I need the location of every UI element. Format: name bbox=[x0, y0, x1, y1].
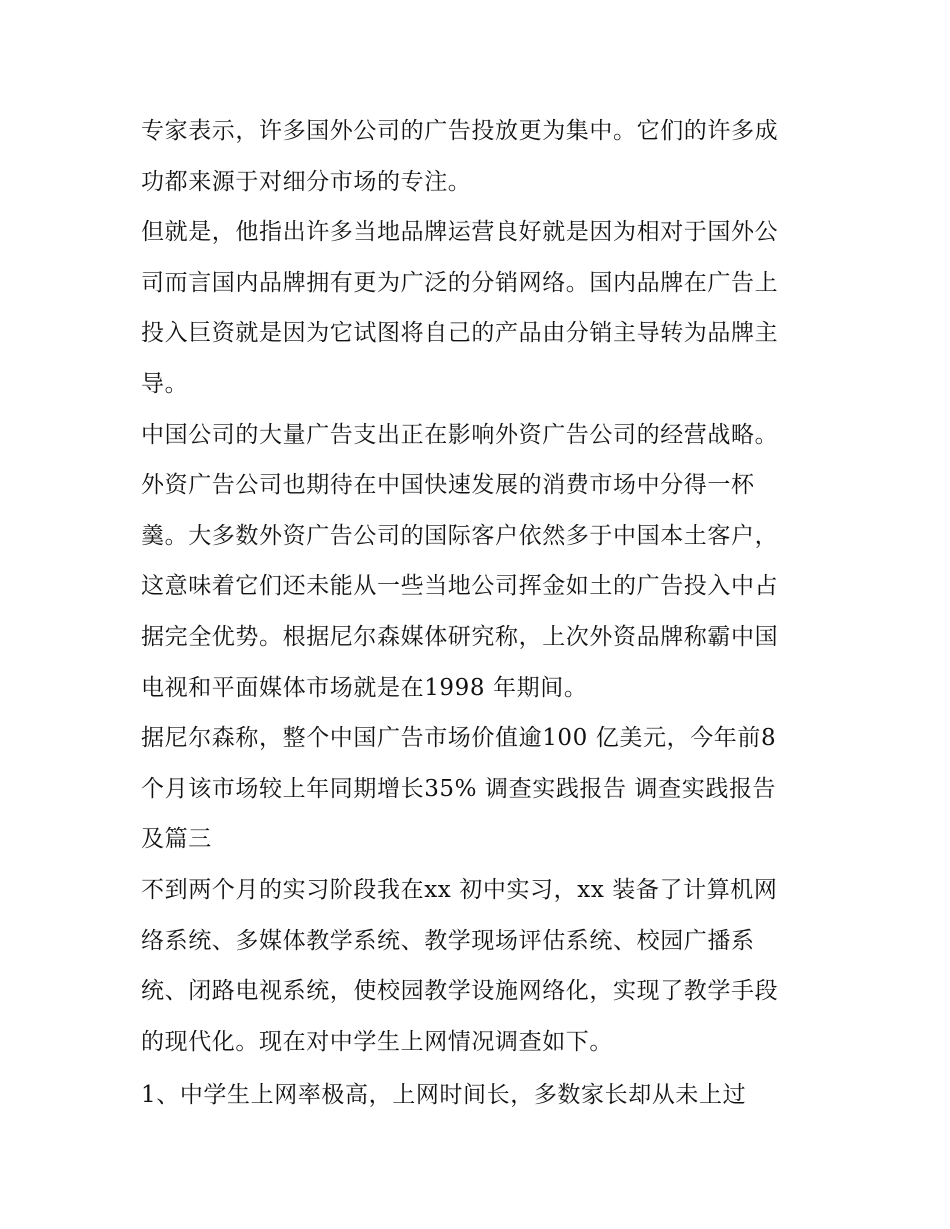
text-line: 的现代化。现在对中学生上网情况调查如下。 bbox=[141, 1028, 613, 1055]
text-line: 功都来源于对细分市场的专注。 bbox=[141, 168, 472, 195]
text-line: 中国公司的大量广告支出正在影响外资广告公司的经营战略。 bbox=[141, 421, 779, 448]
text-line: 络系统、多媒体教学系统、教学现场评估系统、校园广播系 bbox=[141, 927, 755, 954]
text-line: 1、中学生上网率极高，上网时间长，多数家长却从未上过 bbox=[141, 1082, 747, 1109]
text-line: 及篇三 bbox=[141, 826, 212, 853]
text-line: 据尼尔森称，整个中国广告市场价值逾100 亿美元，今年前8 bbox=[141, 725, 777, 752]
text-line: 司而言国内品牌拥有更为广泛的分销网络。国内品牌在广告上 bbox=[141, 269, 779, 296]
text-line: 据完全优势。根据尼尔森媒体研究称，上次外资品牌称霸中国 bbox=[141, 623, 779, 650]
text-line: 但就是，他指出许多当地品牌运营良好就是因为相对于国外公 bbox=[141, 219, 779, 246]
text-line: 专家表示，许多国外公司的广告投放更为集中。它们的许多成 bbox=[141, 118, 779, 144]
text-line: 电视和平面媒体市场就是在1998 年期间。 bbox=[141, 674, 588, 701]
text-line: 统、闭路电视系统，使校园教学设施网络化，实现了教学手段 bbox=[141, 978, 779, 1005]
text-line: 羹。大多数外资广告公司的国际客户依然多于中国本土客户， bbox=[141, 522, 779, 549]
text-line: 个月该市场较上年同期增长35% 调查实践报告 调查实践报告 bbox=[141, 775, 777, 802]
text-line: 投入巨资就是因为它试图将自己的产品由分销主导转为品牌主 bbox=[141, 320, 779, 347]
text-line: 这意味着它们还未能从一些当地公司挥金如土的广告投入中占 bbox=[141, 573, 779, 600]
document-body bbox=[141, 106, 821, 1121]
text-line: 外资广告公司也期待在中国快速发展的消费市场中分得一杯 bbox=[141, 472, 755, 499]
text-line: 不到两个月的实习阶段我在xx 初中实习，xx 装备了计算机网 bbox=[141, 876, 778, 903]
text-line: 导。 bbox=[141, 370, 189, 397]
